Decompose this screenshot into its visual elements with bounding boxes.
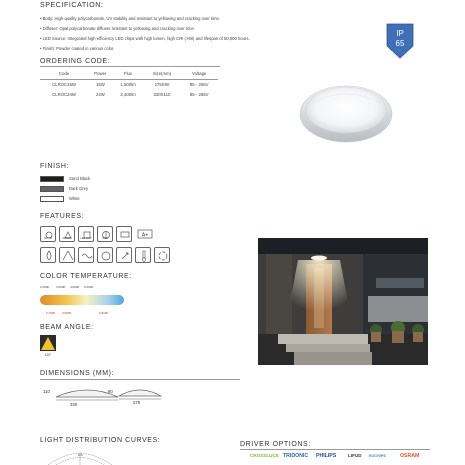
ip-rating-icon: [97, 247, 113, 263]
ct-top-label: 3,000K: [56, 285, 66, 289]
table-cell: 330X110: [153, 91, 171, 97]
dimension-width-small: 275: [133, 400, 141, 405]
finish-option-sand-black: [40, 176, 160, 182]
color-swatch: [40, 196, 64, 202]
dimension-width-large: 330: [70, 402, 78, 407]
ct-bottom-label: 6,500K: [99, 311, 109, 315]
spec-item: • Body: High-quality polycarbonate, UV stability and resistant to yellowing and cracking over time.: [40, 14, 370, 24]
feature-label: 50,000H: [62, 237, 72, 240]
column-header: Flux: [113, 69, 144, 79]
table-row: [40, 79, 218, 89]
feature-label: CRI>90: [43, 237, 53, 240]
table-row: [40, 89, 218, 99]
ordering-table: [40, 69, 218, 99]
column-header: Code: [40, 69, 88, 79]
chip-icon: [78, 226, 94, 242]
finish-option-white: [40, 196, 160, 202]
light-distribution-heading: LIGHT DISTRIBUTION CURVES:: [40, 437, 161, 444]
color-temperature-bar: [40, 295, 124, 305]
feature-label: IP65: [102, 237, 108, 240]
table-header-row: [40, 69, 218, 79]
table-cell: 275X90: [154, 81, 170, 87]
table-cell: 2,400lm: [120, 91, 136, 97]
ordering-code-heading: ORDERING CODE:: [40, 58, 111, 65]
product-image: [297, 74, 395, 144]
ip-badge-line1: IP: [396, 29, 404, 38]
lifespan-icon: [59, 226, 75, 242]
class-a-icon: [137, 226, 153, 242]
color-temperature-heading: COLOR TEMPERATURE:: [40, 273, 132, 280]
temperature-icon: [135, 247, 151, 263]
beam-angle-icon: [59, 247, 75, 263]
column-header: Voltage: [180, 69, 218, 79]
ct-top-label: 5,000K: [84, 285, 94, 289]
ik-rating-icon: [116, 247, 132, 263]
dimensions-divider: [40, 379, 240, 380]
light-distribution-chart: [40, 448, 120, 465]
driver-options-heading: DRIVER OPTIONS:: [240, 441, 311, 448]
wall-mount-icon: [116, 226, 132, 242]
svg-text:A+: A+: [141, 232, 149, 239]
specification-heading: SPECIFICATION:: [40, 2, 104, 9]
spec-item: • Diffuser: Opal polycarbonate diffuser resistant to yellowing and cracking over time.: [40, 24, 370, 34]
column-header: Size(mm): [143, 69, 180, 79]
beam-angle-heading: BEAM ANGLE:: [40, 324, 94, 331]
finish-label: Dark Grey: [69, 186, 89, 191]
beam-angle-value: 120°: [44, 353, 52, 357]
table-cell: 24W: [95, 91, 105, 97]
beam-angle-diagram: [40, 335, 56, 357]
color-swatch: [40, 176, 64, 182]
finish-label: Sand Black: [69, 176, 91, 181]
warranty-icon: [173, 247, 179, 263]
light-distribution-label: 120: [77, 453, 83, 457]
ct-bottom-label: 3,500K: [62, 311, 72, 315]
crossluce-logo: CROSSLUCE: [250, 453, 279, 458]
installation-photo: [258, 238, 428, 365]
column-header: Power: [88, 69, 113, 79]
tridonic-logo: TRIDONIC: [283, 453, 309, 459]
ct-top-label: 2,000K: [40, 285, 50, 289]
table-cell: 15W: [95, 81, 105, 87]
specification-list: [40, 14, 370, 54]
osram-logo: OSRAM: [400, 453, 420, 459]
ip-rating-icon: [97, 226, 113, 242]
table-cell: CLROC24W: [52, 91, 76, 97]
finish-heading: FINISH:: [40, 163, 70, 170]
ct-top-label: 4,000K: [70, 285, 80, 289]
table-cell: 85 - 265V: [189, 91, 209, 97]
ordering-divider: [40, 66, 220, 67]
dimensions-heading: DIMENSIONS (MM):: [40, 370, 115, 377]
ct-bottom-label: 2,700K: [46, 311, 56, 315]
finish-label: White: [69, 196, 80, 201]
philips-logo: PHILIPS: [316, 453, 337, 459]
spec-item: • LED Source: Integrated high-efficiency LED chips with high lumen, high CRI (>90) and lifespan of 50,000 hours.: [40, 34, 370, 44]
waterproof-icon: [40, 247, 56, 263]
dimension-height-large: 110: [43, 389, 50, 394]
euchips-logo: EUCHIPS: [369, 454, 386, 458]
recycle-icon: [154, 247, 170, 263]
color-swatch: [40, 186, 64, 192]
feature-label: LED CHIP: [80, 237, 92, 240]
spec-item: • Finish: Powder coated in various color.: [40, 44, 370, 54]
finish-option-dark-grey: [40, 186, 160, 192]
no-flicker-icon: [78, 247, 94, 263]
features-heading: FEATURES:: [40, 213, 85, 220]
ip-rating-badge: [385, 22, 415, 60]
table-cell: 85 - 265V: [189, 81, 209, 87]
table-cell: 1,500lm: [120, 81, 136, 87]
ip-badge-line2: 65: [395, 39, 405, 48]
cri-icon: [40, 226, 56, 242]
dimension-height-small: 90: [108, 389, 113, 394]
driver-options-divider: [240, 449, 430, 450]
lifud-logo: LIFUD: [348, 453, 362, 458]
table-cell: CLROC15W: [52, 81, 76, 87]
